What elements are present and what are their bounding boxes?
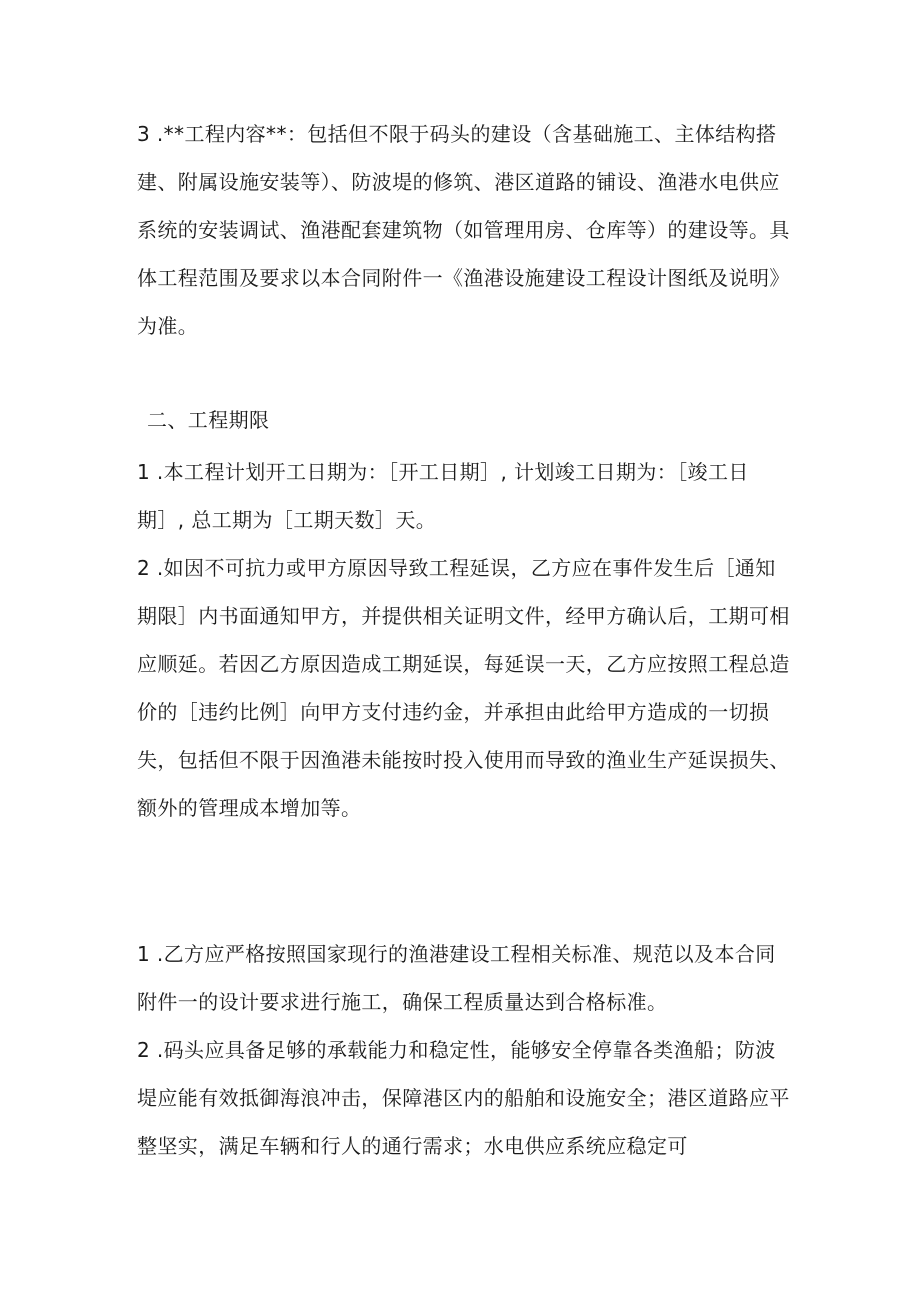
text-line: 建、附属设施安装等）、防波堤的修筑、港区道路的铺设、渔港水电供应	[137, 170, 780, 194]
text-line: 整坚实，满足车辆和行人的通行需求；水电供应系统应稳定可	[137, 1134, 688, 1158]
text-line: 期限］内书面通知甲方，并提供相关证明文件，经甲方确认后，工期可相	[137, 604, 790, 628]
text-line: 系统的安装调试、渔港配套建筑物（如管理用房、仓库等）的建设等。具	[137, 218, 790, 242]
text-line: 3 .**工程内容**：包括但不限于码头的建设（含基础施工、主体结构搭	[137, 122, 777, 146]
text-line: 应顺延。若因乙方原因造成工期延误，每延误一天，乙方应按照工程总造	[137, 652, 790, 676]
text-line: 体工程范围及要求以本合同附件一《渔港设施建设工程设计图纸及说明》	[137, 266, 790, 290]
section-heading: 二、工程期限	[147, 408, 270, 432]
text-line: 1 .乙方应严格按照国家现行的渔港建设工程相关标准、规范以及本合同	[137, 942, 776, 966]
text-line: 1 .本工程计划开工日期为：［开工日期］, 计划竣工日期为：［竣工日	[137, 460, 749, 484]
text-line: 价的［违约比例］向甲方支付违约金，并承担由此给甲方造成的一切损	[137, 700, 770, 724]
text-line: 附件一的设计要求进行施工，确保工程质量达到合格标准。	[137, 990, 668, 1014]
text-line: 2 .码头应具备足够的承载能力和稳定性，能够安全停靠各类渔船；防波	[137, 1038, 776, 1062]
text-line: 2 .如因不可抗力或甲方原因导致工程延误，乙方应在事件发生后［通知	[137, 556, 776, 580]
text-line: 为准。	[137, 314, 199, 338]
text-line: 期］, 总工期为［工期天数］天。	[137, 508, 437, 532]
text-line: 额外的管理成本增加等。	[137, 796, 362, 820]
text-line: 堤应能有效抵御海浪冲击，保障港区内的船舶和设施安全；港区道路应平	[137, 1086, 790, 1110]
text-line: 失，包括但不限于因渔港未能按时投入使用而导致的渔业生产延误损失、	[137, 748, 790, 772]
